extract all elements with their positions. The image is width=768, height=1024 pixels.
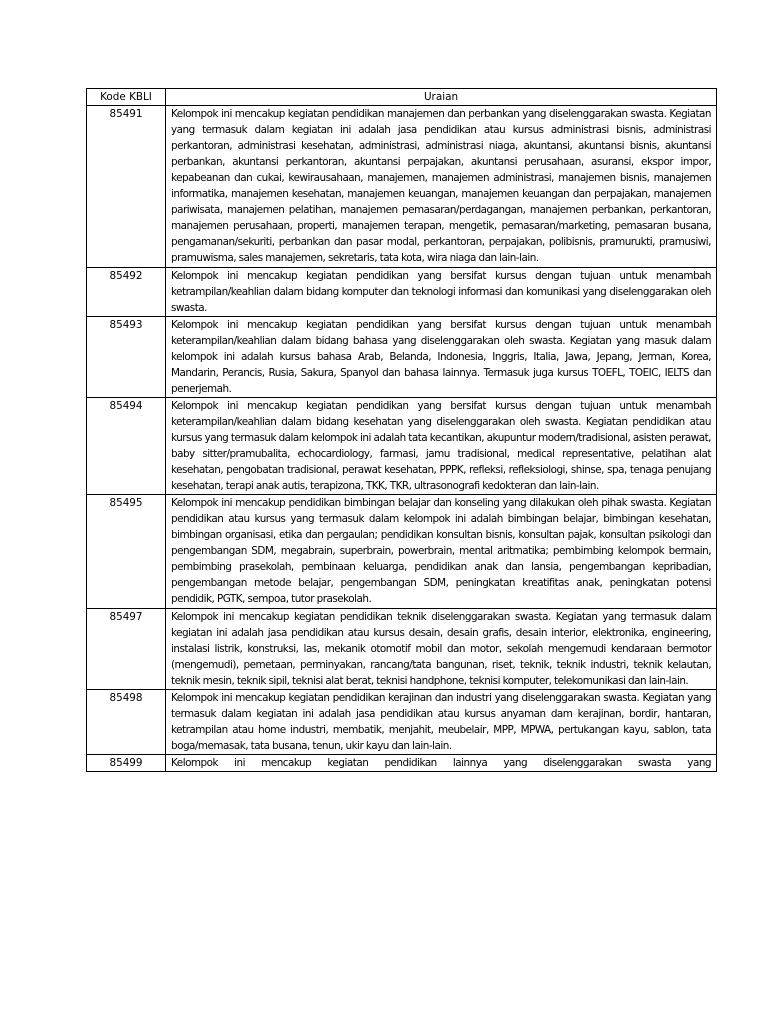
description-cell: Kelompok ini mencakup kegiatan pendidikan manajemen dan perbankan yang diselenggarakan swasta. Kegiatan yang termasuk dalam kegiatan ini adalah jasa pendidikan atau kursus administrasi bisnis, administrasi perkantoran, administrasi kesehatan, administrasi, administrasi niaga, akuntansi, akuntansi bisnis, akuntansi perbankan, akuntansi perkantoran, akuntansi perpajakan, akuntansi perusahaan, asuransi, ekspor impor, kepabeanan dan cukai, kewirausahaan, manajemen, manajemen administrasi, manajemen bisnis, manajemen informatika, manajemen kesehatan, manajemen keuangan, manajemen keuangan dan perpajakan, manajemen pariwisata, manajemen pelatihan, manajemen pemasaran/perdagangan, manajemen perbankan, perkantoran, manajemen perusahaan, properti, manajemen terapan, mengetik, pemasaran/marketing, pemasaran busana, pengamanan/sekuriti, perbankan dan pasar modal, perkantoran, perpajakan, polibisnis, pramurukti, pramusiwi, pramuwisma, sales manajemen, sekretaris, tata kota, wira niaga dan lain-lain. xyxy=(166,106,717,267)
kbli-code-cell: 85498 xyxy=(87,689,166,754)
description-cell: Kelompok ini mencakup kegiatan pendidikan yang bersifat kursus dengan tujuan untuk menambah ketrampilan/keahlian dalam bidang komputer dan teknologi informasi dan komunikasi yang diselenggarakan oleh swasta. xyxy=(166,267,717,316)
description-cell: Kelompok ini mencakup kegiatan pendidikan yang bersifat kursus dengan tujuan untuk menambah keterampilan/keahlian dalam bidang bahasa yang diselenggarakan oleh swasta. Kegiatan yang masuk dalam kelompok ini adalah kursus bahasa Arab, Belanda, Indonesia, Inggris, Italia, Jawa, Jepang, Jerman, Korea, Mandarin, Perancis, Rusia, Sakura, Spanyol dan bahasa lainnya. Termasuk juga kursus TOEFL, TOEIC, IELTS dan penerjemah. xyxy=(166,316,717,397)
table-row xyxy=(87,495,717,608)
description-cell: Kelompok ini mencakup pendidikan bimbingan belajar dan konseling yang dilakukan oleh pihak swasta. Kegiatan pendidikan atau kursus yang termasuk dalam kelompok ini adalah bimbingan belajar, bimbingan kesehatan, bimbingan organisasi, etika dan pergaulan; pendidikan konsultan bisnis, konsultan pajak, konsultan psikologi dan pengembangan SDM, megabrain, superbrain, powerbrain, mental aritmatika; pembimbing kelompok bermain, pembimbing prasekolah, pembinaan keluarga, pendidikan anak dan lansia, pengembangan kepribadian, pengembangan metode belajar, pengembangan SDM, peningkatan kreatifitas anak, peningkatan potensi pendidik, PGTK, sempoa, tutor prasekolah. xyxy=(166,495,717,608)
column-header-description: Uraian xyxy=(166,89,717,106)
description-cell: Kelompok ini mencakup kegiatan pendidikan lainnya yang diselenggarakan swasta yang xyxy=(166,754,717,771)
description-cell: Kelompok ini mencakup kegiatan pendidikan kerajinan dan industri yang diselenggarakan swasta. Kegiatan yang termasuk dalam kegiatan ini adalah jasa pendidikan atau kursus anyaman dam kerajinan, bordir, hantaran, ketrampilan atau home industri, membatik, menjahit, meubelair, MPP, MPWA, pertukangan kayu, sablon, tata boga/memasak, tata busana, tenun, ukir kayu dan lain-lain. xyxy=(166,689,717,754)
table-row xyxy=(87,608,717,689)
column-header-code: Kode KBLI xyxy=(87,89,166,106)
kbli-code-cell: 85491 xyxy=(87,106,166,267)
kbli-code-cell: 85492 xyxy=(87,267,166,316)
description-cell: Kelompok ini mencakup kegiatan pendidikan yang bersifat kursus dengan tujuan untuk menambah keterampilan/keahlian dalam bidang kesehatan yang diselenggarakan oleh swasta. Kegiatan pendidikan atau kursus yang termasuk dalam kelompok ini adalah tata kecantikan, akupuntur modern/tradisional, asisten perawat, baby sitter/pramubalita, echocardiology, farmasi, jamu tradisional, medical representative, pelatihan alat kesehatan, pengobatan tradisional, perawat kesehatan, PPPK, refleksi, refleksiologi, shinse, spa, tenaga penujang kesehatan, terapi anak autis, terapizona, TKK, TKR, ultrasonografi kedokteran dan lain-lain. xyxy=(166,397,717,494)
kbli-code-cell: 85497 xyxy=(87,608,166,689)
kbli-code-cell: 85495 xyxy=(87,495,166,608)
description-cell: Kelompok ini mencakup kegiatan pendidikan teknik diselenggarakan swasta. Kegiatan yang termasuk dalam kegiatan ini adalah jasa pendidikan atau kursus desain, desain grafis, desain interior, elektronika, engineering, instalasi listrik, konstruksi, las, mekanik otomotif mobil dan motor, sekolah mengemudi kendaraan bermotor (mengemudi), pemetaan, perminyakan, rancang/tata bangunan, riset, teknik, teknik industri, teknik kelautan, teknik mesin, teknik sipil, teknisi alat berat, teknisi handphone, teknisi komputer, telekomunikasi dan lain-lain. xyxy=(166,608,717,689)
table-row xyxy=(87,754,717,771)
kbli-code-cell: 85494 xyxy=(87,397,166,494)
kbli-code-cell: 85499 xyxy=(87,754,166,771)
table-row xyxy=(87,397,717,494)
table-row xyxy=(87,267,717,316)
kbli-table xyxy=(86,88,717,772)
kbli-code-cell: 85493 xyxy=(87,316,166,397)
table-row xyxy=(87,316,717,397)
table-row xyxy=(87,689,717,754)
table-header-row xyxy=(87,89,717,106)
table-row xyxy=(87,106,717,267)
